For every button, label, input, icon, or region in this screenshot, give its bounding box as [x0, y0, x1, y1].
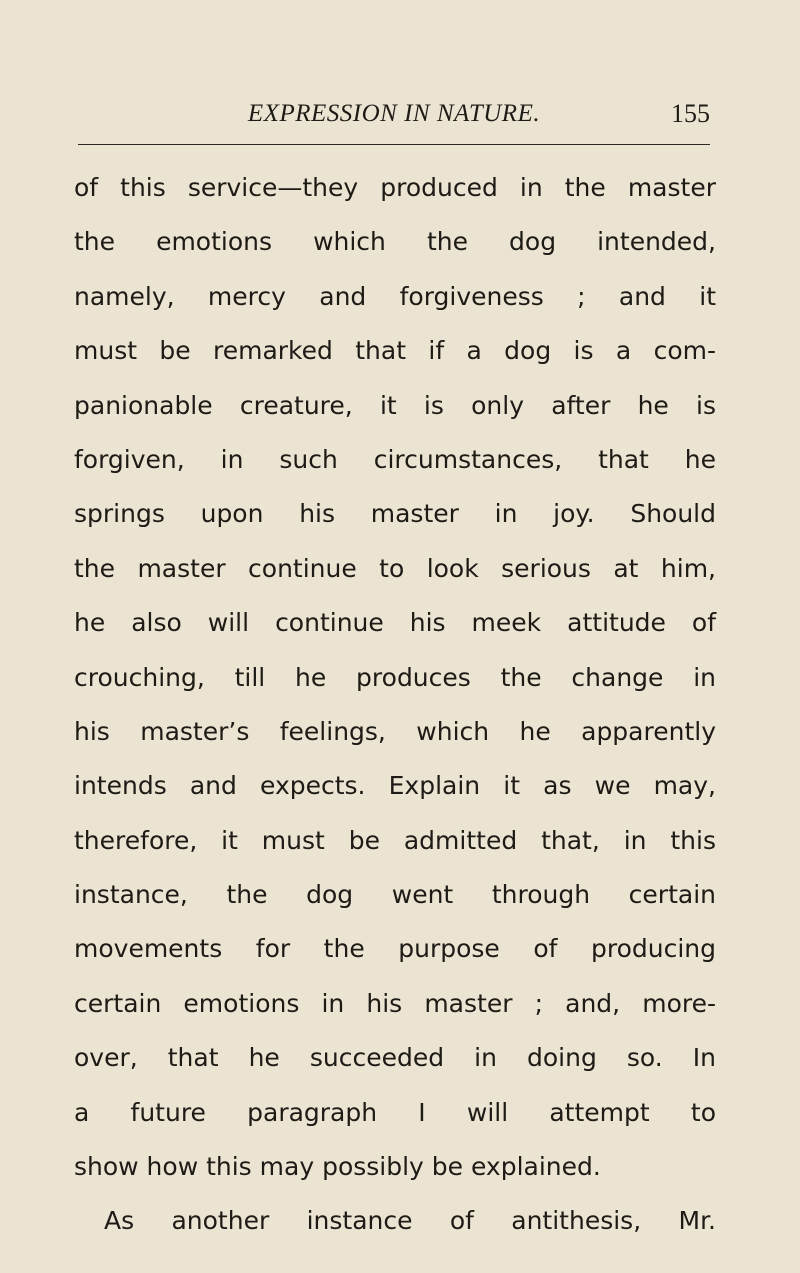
text-line: instance, the dog went through certain: [74, 880, 716, 910]
text-line: As another instance of antithesis, Mr.: [104, 1206, 716, 1236]
text-line: movements for the purpose of producing: [74, 934, 716, 964]
text-line: namely, mercy and forgiveness ; and it: [74, 281, 716, 311]
text-line: must be remarked that if a dog is a com-: [74, 336, 716, 366]
text-line: therefore, it must be admitted that, in this: [74, 825, 716, 855]
text-line: of this service—they produced in the master: [74, 173, 716, 202]
text-line: he also will continue his meek attitude of: [74, 608, 716, 638]
text-line: show how this may possibly be explained.: [74, 1152, 601, 1182]
text-line: the master continue to look serious at him,: [74, 553, 716, 583]
page-number: 155: [671, 99, 710, 128]
running-title: EXPRESSION IN NATURE.: [247, 100, 541, 127]
body-text: [74, 168, 716, 1256]
text-line: a future paragraph I will attempt to: [74, 1097, 716, 1127]
text-line: certain emotions in his master ; and, more-: [74, 988, 716, 1018]
text-line: panionable creature, it is only after he is: [74, 390, 716, 420]
running-head: [78, 98, 710, 138]
text-line: over, that he succeeded in doing so. In: [74, 1043, 716, 1073]
text-line: springs upon his master in joy. Should: [74, 499, 716, 529]
text-line: forgiven, in such circumstances, that he: [74, 444, 716, 474]
text-line: the emotions which the dog intended,: [74, 227, 716, 257]
header-rule: [78, 144, 710, 145]
text-line: intends and expects. Explain it as we may,: [74, 771, 716, 801]
text-line: crouching, till he produces the change in: [74, 662, 716, 692]
text-line: his master’s feelings, which he apparently: [74, 716, 716, 746]
